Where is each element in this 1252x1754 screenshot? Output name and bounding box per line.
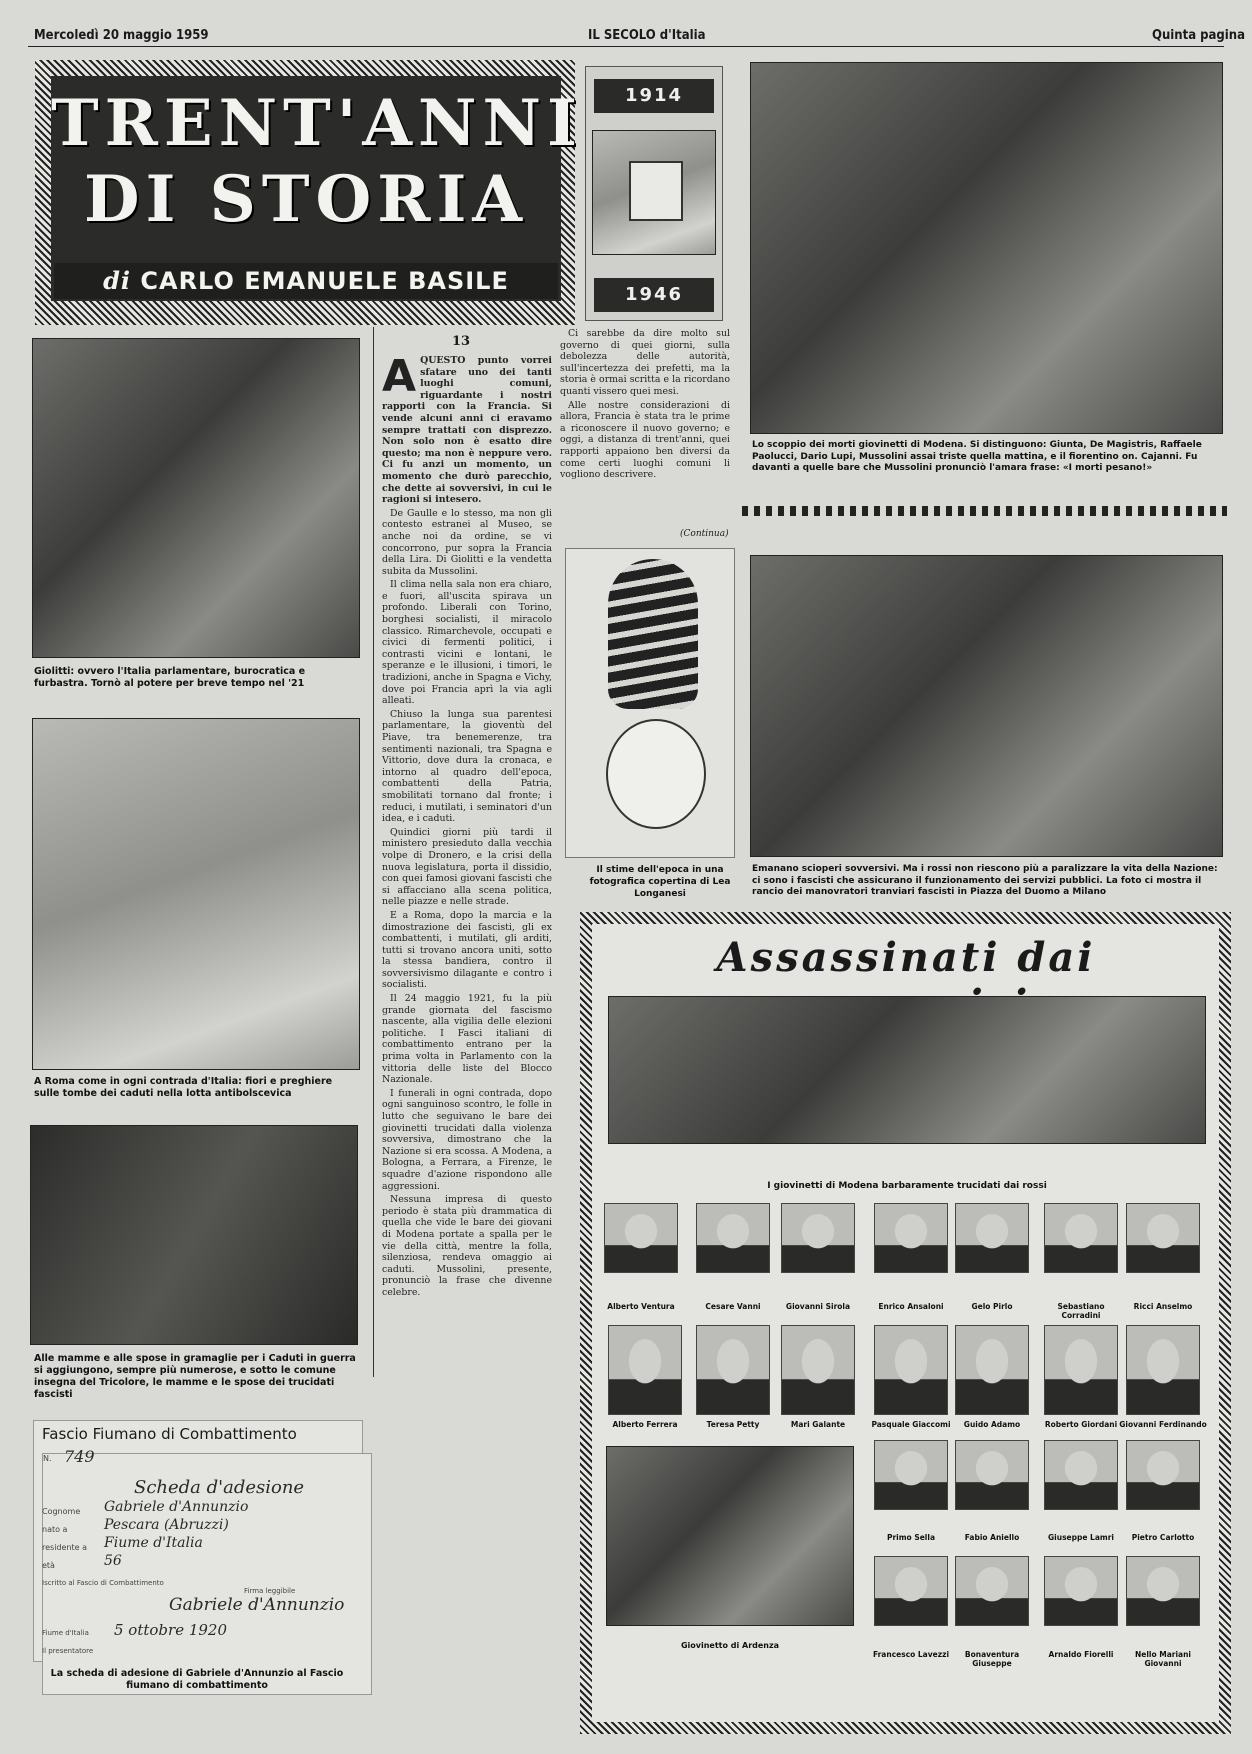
victim-name-6: Sebastiano Corradini	[1057, 1302, 1105, 1320]
card-row-label-4: età	[42, 1561, 55, 1570]
article-paragraph-1: De Gaulle e lo stesso, ma non gli contesto estranei al Museo, se anche noi da ordine, se vi concorrono, pur sopra la Francia della Lira. Di Giolitti e la vendetta subita da Mussolini.	[382, 507, 552, 577]
victim-name-8: Alberto Ferrera	[612, 1420, 678, 1429]
title-line-1: TRENT'ANNI	[51, 86, 583, 161]
victim-portrait-8	[608, 1325, 682, 1415]
victim-name-3: Giovanni Sirola	[785, 1302, 851, 1311]
article-paragraph-2: Il clima nella sala non era chiaro, e fuori, all'uscita spirava un profondo. Liberali con Torino, borghesi socialisti, il miracolo classico. Rimarchevole, occupati e civici di fermenti politici, i contrasti vicini e lontani, le speranze e le illusioni, i timori, le tradizioni, anche in Spagna e Vichy, dove poi Francia aprì la via agli alleati.	[382, 579, 552, 707]
article-paragraph-5: E a Roma, dopo la marcia e la dimostrazione dei fascisti, gli ex combattenti, i mutilati, gli arditi, tutti si trovano ancora uniti, sotto la stessa bandiera, contro il sovversivismo dilagante e contro i socialisti.	[382, 909, 552, 991]
assassinati-title: Assassinati dai	[716, 934, 1096, 981]
victim-portrait-16	[955, 1440, 1029, 1510]
hat-shape	[608, 559, 698, 709]
victim-portrait-2	[696, 1203, 770, 1273]
article-paragraph-8: Nessuna impresa di questo periodo è stata più drammatica di quella che vide le bare dei giovani di Modena portate a spalla per le vie della città, mentre la folla, silenziosa, rendeva omaggio ai caduti. Mussolini, presente, pronunciò la frase che divenne celebre.	[382, 1194, 552, 1298]
victim-name-9: Teresa Petty	[706, 1420, 760, 1429]
sciopero-caption: Emanano scioperi sovversivi. Ma i rossi non riescono più a paralizzare la vita della Nazione: ci sono i fascisti che assicurano il funzionamento dei servizi pubblici. La foto ci mostra il rancio dei manovratori tranviari fascisti in Piazza del Duomo a Milano	[752, 864, 1218, 897]
article-column-2	[560, 328, 730, 528]
victim-name-15: Primo Sella	[886, 1533, 936, 1542]
victim-portrait-9	[696, 1325, 770, 1415]
year-end: 1946	[594, 278, 714, 312]
bodies-photo	[608, 996, 1206, 1144]
card-date: 5 ottobre 1920	[114, 1621, 228, 1639]
article-paragraph-9: Ci sarebbe da dire molto sul governo di quei giorni, sulla debolezza delle autorità, sull'incertezza dei prefetti, ma la storia è ormai scritta e la ricordano quanti vissero quei mesi.	[560, 328, 730, 397]
victim-name-11: Pasquale Giaccomi	[871, 1420, 951, 1429]
card-header: Fascio Fiumano di Combattimento	[42, 1425, 297, 1443]
article-continua: (Continua)	[680, 529, 729, 539]
victim-name-12: Guido Adamo	[963, 1420, 1021, 1429]
article-paragraph-7: I funerali in ogni contrada, dopo ogni sanguinoso scontro, le folle in lutto che seguivano le bare dei giovinetti trucidati dalla violenza sovversiva, dimostrano che la Nazione si era scossa. A Modena, a Bologna, a Ferrara, a Firenze, le squadre d'azione rispondono alle aggressioni.	[382, 1087, 552, 1192]
bodies-caption: I giovinetti di Modena barbaramente trucidati dai rossi	[767, 1181, 1047, 1191]
victim-portrait-4	[874, 1203, 948, 1273]
card-row-value-1: Gabriele d'Annunzio	[104, 1499, 249, 1515]
inset-photo	[606, 1446, 854, 1626]
sciopero-photo	[750, 555, 1223, 857]
victim-portrait-3	[781, 1203, 855, 1273]
card-signature-label: Firma leggibile	[244, 1587, 296, 1595]
article-number: 13	[452, 334, 471, 349]
victim-portrait-1	[604, 1203, 678, 1273]
victim-portrait-12	[955, 1325, 1029, 1415]
card-row-value-3: Fiume d'Italia	[104, 1535, 203, 1551]
victim-name-4: Enrico Ansaloni	[878, 1302, 944, 1311]
victim-name-20: Bonaventura Giuseppe	[964, 1650, 1020, 1668]
roma-caption: A Roma come in ogni contrada d'Italia: fiori e preghiere sulle tombe dei caduti nella lotta antibolscevica	[34, 1076, 333, 1099]
article-dropcap: A	[382, 355, 417, 402]
membership-card	[33, 1420, 363, 1662]
card-number-label: N.	[42, 1453, 372, 1695]
byline	[54, 263, 558, 299]
modena-funeral-photo	[750, 62, 1223, 434]
victim-name-19: Francesco Lavezzi	[872, 1650, 950, 1659]
flag-icon	[629, 161, 683, 221]
victim-portrait-18	[1126, 1440, 1200, 1510]
victim-portrait-5	[955, 1203, 1029, 1273]
giolitti-photo	[32, 338, 360, 658]
card-row-value-2: Pescara (Abruzzi)	[104, 1517, 229, 1533]
victim-portrait-20	[955, 1556, 1029, 1626]
flag-photo	[592, 130, 716, 255]
zigzag-divider	[742, 506, 1227, 516]
card-presenter-label: Il presentatore	[42, 1647, 94, 1655]
card-row-label-2: nato a	[42, 1525, 68, 1534]
article-lead: QUESTO punto vorrei sfatare uno dei tanti luoghi comuni, riguardante i nostri rapporti con la Francia. Si vende alcuni anni ci eravamo sempre trattati con disprezzo. Non solo non è esatto dire questo; ma non è neppure vero. Ci fu anzi un momento, un momento che durò parecchio, che dette ai sovversivi, in cui le ragioni si intesero.	[382, 355, 552, 506]
article-column-1	[382, 355, 552, 1740]
victim-portrait-11	[874, 1325, 948, 1415]
victim-name-7: Ricci Anselmo	[1133, 1302, 1193, 1311]
face-shape	[606, 719, 706, 829]
card-number: 749	[64, 1447, 95, 1466]
victim-name-13: Roberto Giordani	[1044, 1420, 1118, 1429]
card-row-label-1: Cognome	[42, 1507, 81, 1516]
victim-portrait-21	[1044, 1556, 1118, 1626]
victim-name-17: Giuseppe Lamri	[1048, 1533, 1114, 1542]
mamme-caption: Alle mamme e alle spose in gramaglie per i Caduti in guerra si aggiungono, sempre più numerose, e sotto le comune insegna del Tricolore, le mamme e le spose dei trucidati fascisti	[34, 1353, 356, 1400]
title-line-2: DI STORIA	[83, 162, 529, 237]
card-title: Scheda d'adesione	[134, 1477, 305, 1498]
card-row-label-3: residente a	[42, 1543, 87, 1552]
victim-portrait-13	[1044, 1325, 1118, 1415]
lea-caption: Il stime dell'epoca in una fotografica copertina di Lea Longanesi	[589, 865, 731, 899]
modena-funeral-caption: Lo scoppio dei morti giovinetti di Modena. Si distinguono: Giunta, De Magistris, Raffaele Paolucci, Dario Lupi, Mussolini assai triste quella mattina, e il fiorentino on. Cajanni. Fu davanti a quelle bare che Mussolini pronunciò l'amara frase: «I morti pesano!»	[752, 440, 1202, 473]
article-paragraph-4: Quindici giorni più tardi il ministero presieduto dalla vecchia volpe di Dronero, e la crisi della nuova legislatura, porta il dissidio, con quei famosi giovani fascisti che si affacciano alla scena politica, nelle piazze e nelle strade.	[382, 826, 552, 908]
victim-portrait-22	[1126, 1556, 1200, 1626]
article-paragraph-10: Alle nostre considerazioni di allora, Francia è stata tra le prime a riconoscere il nuovo governo; e oggi, a distanza di trent'anni, quei rapporti appaiono ben diversi da come certi luoghi comuni li vogliono descrivere.	[560, 399, 730, 481]
article-paragraph-3: Chiuso la lunga sua parentesi parlamentare, la gioventù del Piave, tra benemerenze, tra sentimenti nazionali, tra Spagna e Vittorio, dove dura la cronaca, e intorno al quadro dell'epoca, combattenti della Patria, smobilitati tornano dal fronte; i reduci, i mutilati, i seminatori d'un idea, e i caduti.	[382, 708, 552, 825]
card-signature: Gabriele d'Annunzio	[169, 1595, 345, 1615]
inset-caption: Giovinetto di Ardenza	[680, 1641, 780, 1650]
victim-portrait-17	[1044, 1440, 1118, 1510]
byline-prefix: di	[103, 266, 132, 295]
cover-illustration	[565, 548, 735, 858]
victim-name-22: Nello Mariani Giovanni	[1134, 1650, 1192, 1668]
victim-portrait-7	[1126, 1203, 1200, 1273]
card-row-value-4: 56	[104, 1553, 122, 1569]
header-date: Mercoledì 20 maggio 1959	[34, 28, 209, 43]
giolitti-caption: Giolitti: ovvero l'Italia parlamentare, burocratica e furbastra. Tornò al potere per breve tempo nel '21	[34, 666, 306, 689]
victim-name-1: Alberto Ventura	[607, 1302, 675, 1311]
victim-portrait-19	[874, 1556, 948, 1626]
victim-name-14: Giovanni Ferdinando	[1119, 1420, 1207, 1429]
card-footnote: Iscritto al Fascio di Combattimento	[42, 1579, 164, 1587]
roma-photo	[32, 718, 360, 1070]
scheda-caption: La scheda di adesione di Gabriele d'Annunzio al Fascio fiumano di combattimento	[50, 1668, 344, 1691]
card-date-label: Fiume d'Italia	[42, 1629, 89, 1637]
article-paragraph-6: Il 24 maggio 1921, fu la più grande giornata del fascismo nascente, alla vigilia delle elezioni politiche. I Fasci italiani di combattimento entrano per la prima volta in Parlamento con la vittoria delle liste del Blocco Nazionale.	[382, 993, 552, 1086]
victim-portrait-14	[1126, 1325, 1200, 1415]
victim-portrait-10	[781, 1325, 855, 1415]
victim-portrait-6	[1044, 1203, 1118, 1273]
year-start: 1914	[594, 79, 714, 113]
byline-author: CARLO EMANUELE BASILE	[140, 267, 509, 295]
newspaper-name: IL SECOLO d'Italia	[588, 28, 706, 43]
victim-name-5: Gelo Pirlo	[971, 1302, 1013, 1311]
victim-name-18: Pietro Carlotto	[1131, 1533, 1195, 1542]
header-rule	[28, 46, 1224, 47]
column-rule-left	[373, 327, 374, 1377]
victim-name-2: Cesare Vanni	[705, 1302, 761, 1311]
victim-portrait-15	[874, 1440, 948, 1510]
article-lead-paragraph	[382, 355, 552, 506]
page-label: Quinta pagina	[1152, 28, 1246, 43]
victim-name-10: Mari Galante	[790, 1420, 846, 1429]
victim-name-16: Fabio Aniello	[964, 1533, 1020, 1542]
mamme-photo	[30, 1125, 358, 1345]
victim-name-21: Arnaldo Fiorelli	[1048, 1650, 1114, 1659]
